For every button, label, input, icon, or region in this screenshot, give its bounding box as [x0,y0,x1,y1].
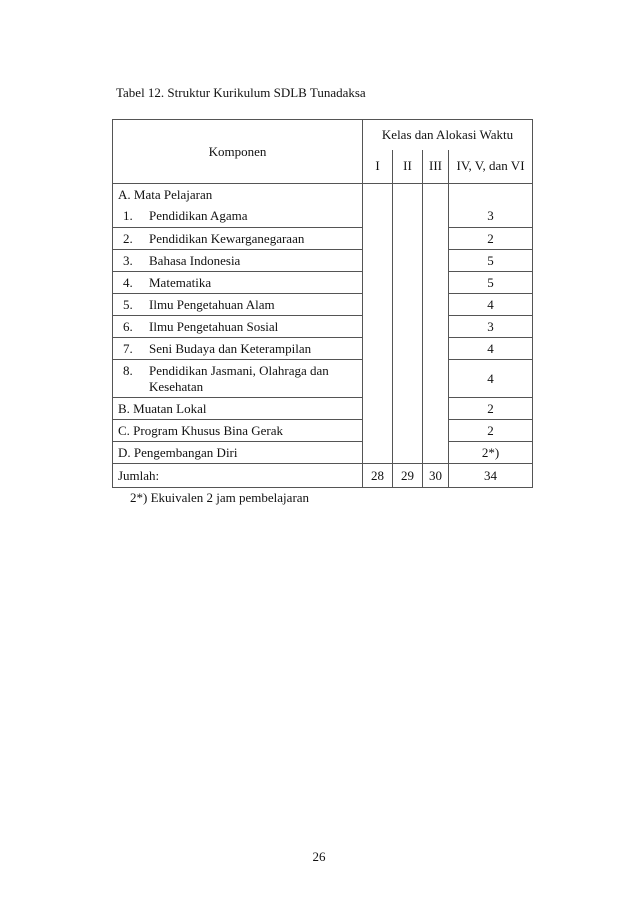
component-name: C. Program Khusus Bina Gerak [113,420,363,442]
value-cell: 3 [449,206,533,228]
header-kelas-group: Kelas dan Alokasi Waktu [363,120,533,150]
header-kelas-1: I [363,150,393,184]
subject-name: Pendidikan Agama [149,208,248,224]
subject-name: Bahasa Indonesia [149,252,241,268]
value-cell: 4 [449,338,533,360]
row-number: 4. [123,274,133,290]
total-kelas-2: 29 [393,464,423,488]
table-row [113,338,533,360]
row-number: 8. [123,362,133,378]
page-number: 26 [312,849,326,864]
component-name: B. Muatan Lokal [113,398,363,420]
row-number: 7. [123,340,133,356]
table-caption: Tabel 12. Struktur Kurikulum SDLB Tunadaksa [116,85,366,100]
header-kelas-2: II [393,150,423,184]
header-kelas-4: IV, V, dan VI [449,150,533,184]
subject-name: Pendidikan Jasmani, Olahraga dan Kesehatan [149,362,329,394]
value-cell: 4 [449,294,533,316]
subject-name: Seni Budaya dan Keterampilan [149,340,312,356]
value-cell: 2 [449,420,533,442]
table-row [113,294,533,316]
value-cell: 4 [449,360,533,398]
table-row [113,360,533,398]
subject-name: Matematika [149,274,212,290]
row-number: 5. [123,296,133,312]
header-kelas-3: III [423,150,449,184]
total-row [113,464,533,488]
total-kelas-1: 28 [363,464,393,488]
table-row [113,250,533,272]
row-number: 2. [123,230,133,246]
table-row [113,316,533,338]
subject-name: Ilmu Pengetahuan Alam [149,296,275,312]
total-kelas-4: 34 [449,464,533,488]
section-a-label: A. Mata Pelajaran [113,184,363,206]
table-row [113,420,533,442]
header-komponen: Komponen [113,120,363,184]
table-row [113,398,533,420]
table-row [113,228,533,250]
footnote: 2*) Ekuivalen 2 jam pembelajaran [130,490,310,505]
component-name: D. Pengembangan Diri [113,442,363,464]
total-label: Jumlah: [113,464,363,488]
value-cell: 5 [449,250,533,272]
value-cell: 2 [449,228,533,250]
curriculum-table [112,119,533,488]
row-number: 1. [123,208,133,224]
value-cell: 2 [449,398,533,420]
row-number: 3. [123,252,133,268]
table-row [113,442,533,464]
value-cell: 2*) [449,442,533,464]
table-row [113,272,533,294]
value-cell: 3 [449,316,533,338]
total-kelas-3: 30 [423,464,449,488]
header-row-1 [113,120,533,150]
subject-name: Pendidikan Kewarganegaraan [149,230,305,246]
row-number: 6. [123,318,133,334]
value-cell: 5 [449,272,533,294]
section-a-row [113,184,533,206]
subject-name: Ilmu Pengetahuan Sosial [149,318,279,334]
table-row [113,206,533,228]
